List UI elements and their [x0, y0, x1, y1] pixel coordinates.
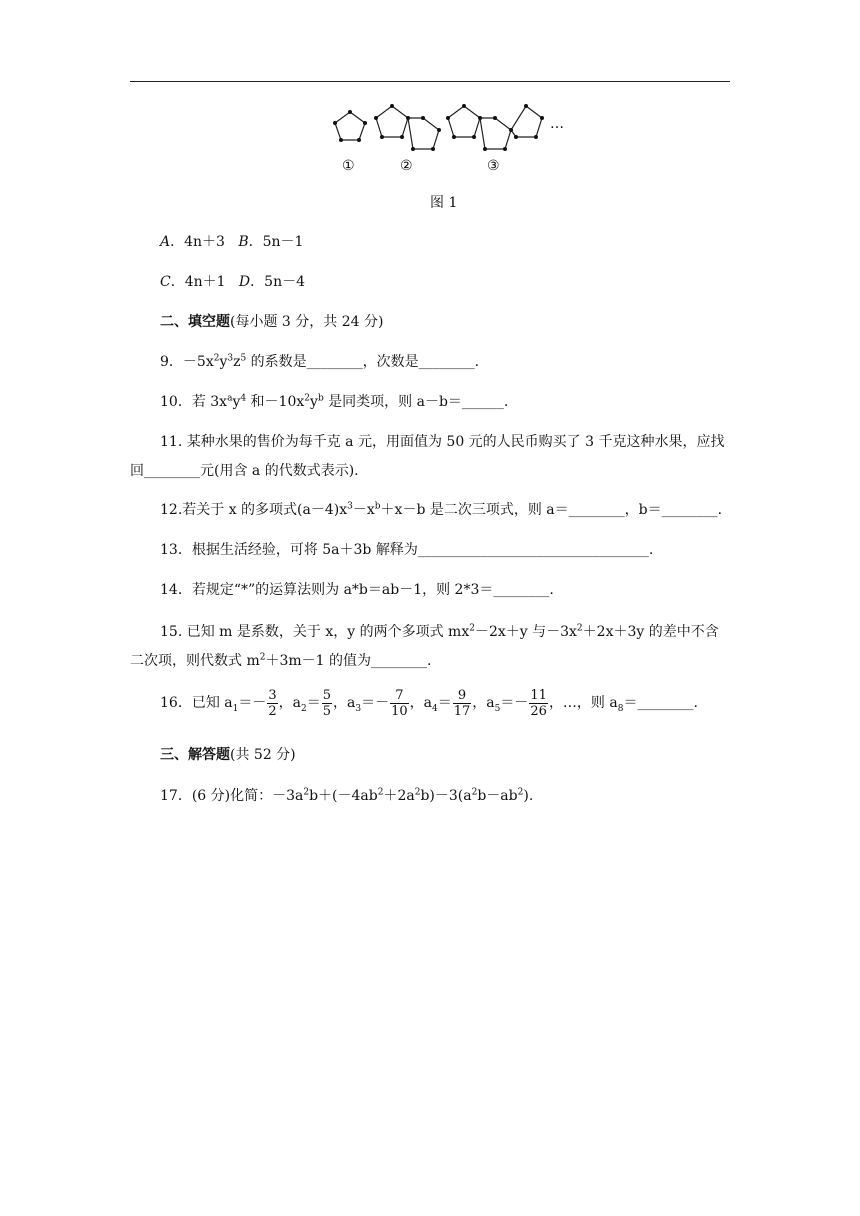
section-3-note: (共 52 分) — [230, 747, 296, 763]
fraction-numerator: 5 — [322, 687, 332, 703]
q9-sup: 3 — [227, 353, 234, 364]
fraction-3 — [390, 688, 409, 719]
q17-part: ＋2a — [383, 788, 415, 804]
figure-ellipsis: … — [550, 116, 564, 132]
q9-sup: 5 — [240, 353, 247, 364]
figure-label-3: ③ — [487, 158, 500, 174]
option-a-letter: A — [160, 234, 171, 250]
q12-sup: b — [374, 501, 381, 512]
figure-pentagons — [322, 96, 572, 186]
q10-part: 是同类项，则 a－b＝______. — [323, 394, 509, 410]
q15-sup: 2 — [259, 652, 266, 663]
fraction-numerator: 11 — [530, 687, 547, 703]
question-12 — [160, 500, 722, 520]
q17-sup: 2 — [471, 787, 478, 798]
fraction-numerator: 7 — [390, 688, 409, 704]
pentagon-diagram — [322, 96, 572, 186]
q16-sub: 2 — [301, 703, 307, 714]
q17-part: 17．(6 分)化简：－3a — [160, 788, 304, 804]
q16-part: ＝－ — [361, 695, 390, 711]
figure-caption: 图 1 — [430, 195, 458, 211]
section-2-heading — [160, 312, 383, 332]
q15-part: 15. 已知 m 是系数，关于 x，y 的两个多项式 mx — [160, 624, 470, 640]
q9-part: 的系数是________，次数是________. — [246, 354, 480, 370]
top-rule — [130, 81, 730, 82]
q17-part: b＋(－4ab — [309, 788, 378, 804]
fraction-denominator: 10 — [391, 703, 408, 719]
q16-part: ＝________. — [623, 695, 698, 711]
q16-part: ，…，则 a — [548, 695, 618, 711]
option-c-letter: C — [160, 274, 171, 290]
q15-part: ＋2x＋3y 的差中不含二次项，则代数式 m — [130, 624, 719, 669]
q16-part: ＝－ — [500, 695, 529, 711]
figure-label-1: ① — [342, 158, 355, 174]
q10-part: 10．若 3x — [160, 394, 228, 410]
figure-label-2: ② — [400, 158, 413, 174]
q12-part: 12.若关于 x 的多项式(a－4)x — [160, 502, 348, 518]
q10-part: y — [310, 394, 318, 410]
q17-part: b)－3(a — [420, 788, 472, 804]
section-3-heading — [160, 745, 296, 765]
question-17 — [160, 786, 533, 806]
question-16: 16．已知 $a_1=-$ $\frac{3}{2}$ ，$a_2=$ $\frac{5}{5}$ ，$a_3=-$ $\frac{7}{10}$ ，$a_4=$ $\frac{9}{17}$ ，$a_5=-$ $\frac{11}{26}$ ，…，则 $a_8=\_\_\_\_\_\_\_\_$. — [160, 687, 698, 719]
q16-sub: 1 — [232, 703, 239, 714]
fraction-numerator: 3 — [268, 687, 277, 703]
option-d-text: ．5n－4 — [250, 274, 305, 290]
q10-part: 和－10x — [246, 394, 305, 410]
q16-part: ＝ — [437, 695, 452, 711]
q16-sub: 4 — [432, 703, 438, 714]
option-b-letter: B — [238, 234, 249, 250]
question-15 — [130, 618, 730, 676]
option-a-text: ．4n＋3 — [170, 234, 225, 250]
q12-part: －x — [352, 502, 375, 518]
q16-sub: 8 — [617, 703, 624, 714]
options-cd — [160, 272, 305, 292]
q9-part: y — [219, 354, 228, 370]
fraction-1 — [267, 688, 277, 719]
option-c-text: ．4n＋1 — [170, 274, 226, 290]
q16-part: 16．已知 a — [160, 695, 233, 711]
fraction-4 — [453, 688, 472, 719]
option-d-letter: D — [238, 274, 251, 290]
question-14: 14．若规定“*”的运算法则为 a*b＝ab－1，则 2*3＝________. — [160, 582, 554, 598]
question-9 — [160, 352, 479, 372]
q17-sup: 2 — [303, 787, 310, 798]
q15-sup: 2 — [469, 623, 475, 634]
options-ab — [160, 232, 303, 252]
q10-sup: 2 — [304, 393, 311, 404]
q15-part: ＋3m－1 的值为________. — [265, 653, 432, 669]
q16-sub: 3 — [355, 703, 362, 714]
fraction-numerator: 9 — [453, 688, 472, 704]
q17-part: b－ab — [477, 788, 518, 804]
section-2-title: 二、填空题 — [160, 314, 230, 330]
q9-sup: 2 — [213, 353, 220, 364]
section-3-title: 三、解答题 — [160, 747, 230, 763]
section-2-note: (每小题 3 分，共 24 分) — [230, 314, 384, 330]
q10-sup: b — [317, 393, 324, 404]
q17-sup: 2 — [377, 787, 384, 798]
q15-part: －2x＋y 与－3x — [474, 624, 577, 640]
fraction-denominator: 17 — [453, 703, 471, 719]
q12-part: ＋x－b 是二次三项式，则 a＝________，b＝________. — [380, 502, 723, 518]
fraction-denominator: 5 — [322, 703, 332, 719]
q9-part: z — [233, 354, 241, 370]
fraction-2 — [322, 688, 332, 719]
q16-part: ＝ — [306, 695, 321, 711]
fraction-denominator: 26 — [530, 703, 547, 719]
q10-sup: 4 — [240, 393, 247, 404]
q10-part: y — [232, 394, 241, 410]
option-b-text: ．5n－1 — [248, 234, 304, 250]
q17-sup: 2 — [414, 787, 421, 798]
q16-part: ＝－ — [238, 695, 267, 711]
question-13: 13．根据生活经验，可将 5a＋3b 解释为_________________________________. — [160, 542, 654, 558]
fraction-5 — [529, 688, 548, 719]
question-10 — [160, 392, 508, 412]
q16-sub: 5 — [494, 703, 501, 714]
q10-sup: a — [227, 393, 233, 404]
q15-sup: 2 — [576, 623, 583, 634]
q9-part: 9．－5x — [160, 354, 214, 370]
q17-sup: 2 — [517, 787, 524, 798]
q12-sup: 3 — [347, 501, 353, 512]
question-11: 11. 某种水果的售价为每千克 a 元，用面值为 50 元的人民币购买了 3 千克这种水果，应找回________元(用含 a 的代数式表示). — [130, 434, 725, 479]
fraction-denominator: 2 — [268, 703, 277, 719]
q17-part: ). — [523, 788, 534, 804]
